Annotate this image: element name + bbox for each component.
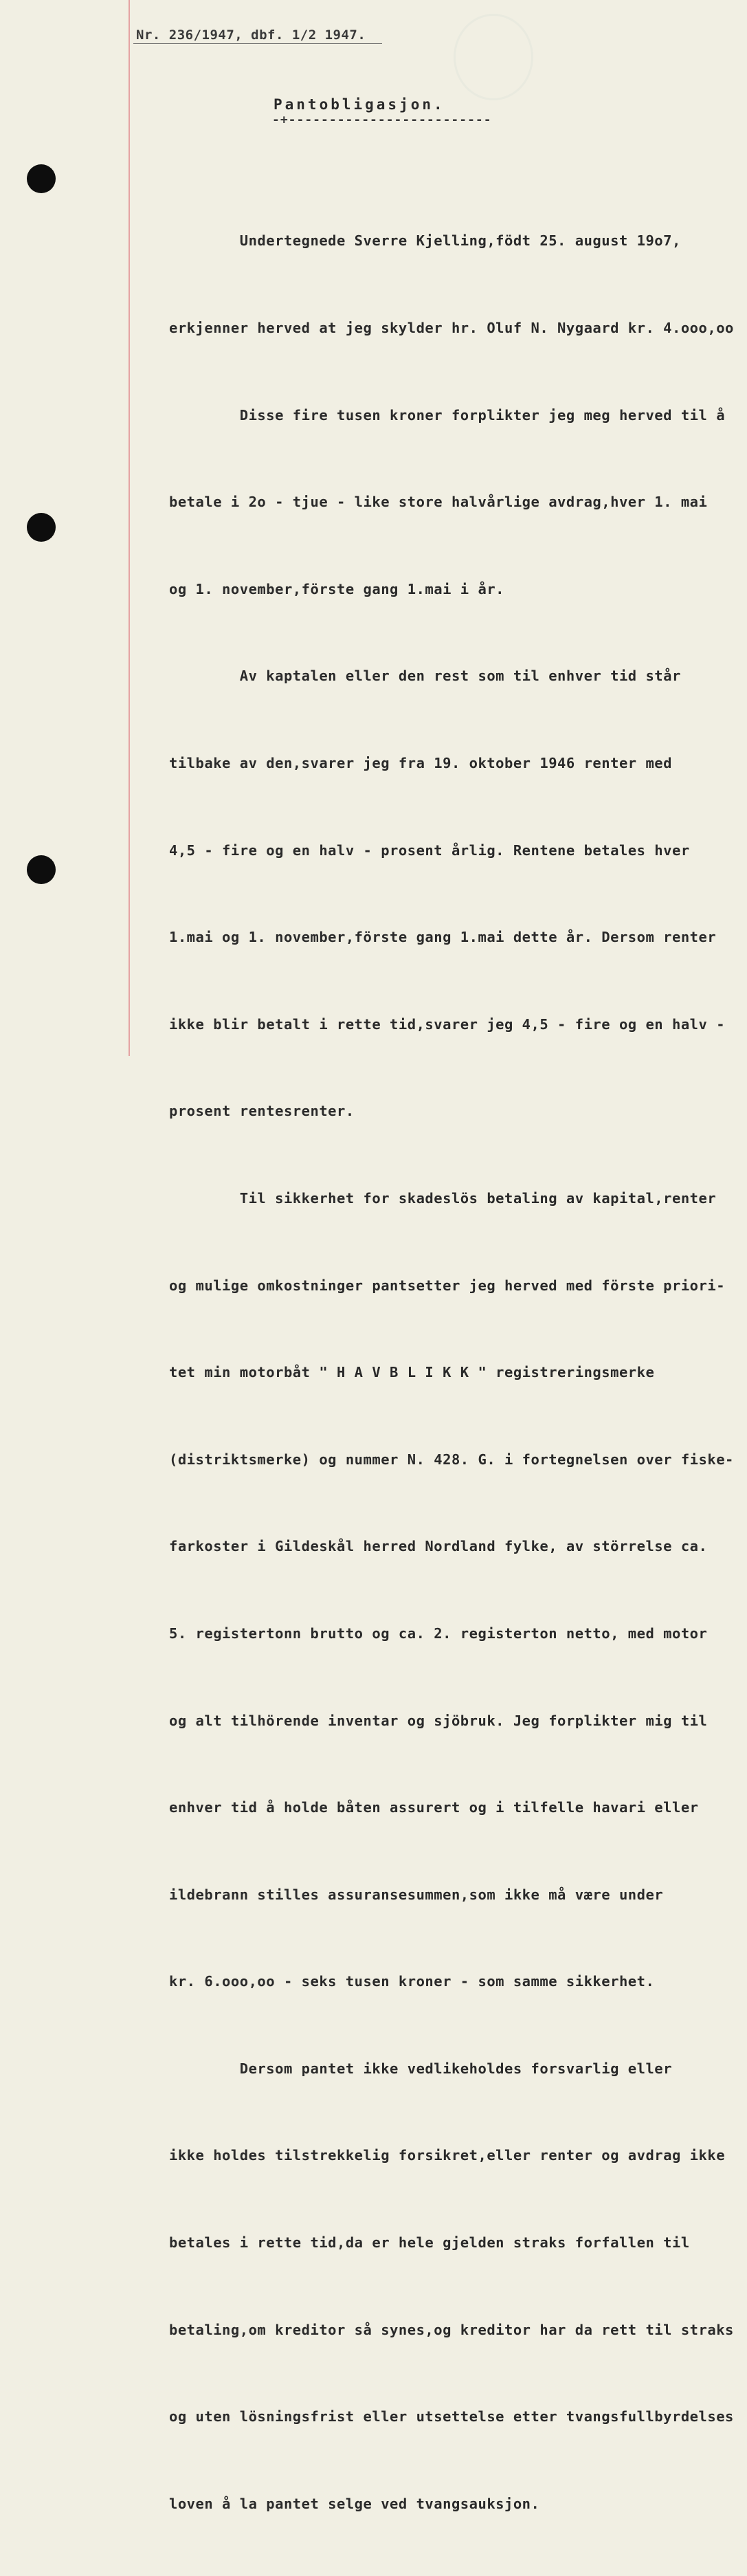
document-body — [169, 168, 746, 2576]
reference-underline — [133, 43, 382, 44]
punch-hole-middle — [27, 513, 56, 542]
body-line: Undertegnede Sverre Kjelling,födt 25. august 19o7, — [169, 232, 681, 250]
body-line: Til sikkerhet for skadeslös betaling av kapital,renter — [169, 1189, 717, 1207]
body-line: 4,5 - fire og en halv - prosent årlig. Rentene betales hver — [169, 841, 690, 859]
faded-stamp — [454, 14, 533, 100]
body-line: og mulige omkostninger pantsetter jeg herved med förste priori- — [169, 1277, 726, 1294]
body-line: tet min motorbåt " H A V B L I K K " registreringsmerke — [169, 1364, 655, 1381]
registration-reference: Nr. 236/1947, dbf. 1/2 1947. — [136, 27, 366, 43]
body-line: og 1. november,förste gang 1.mai i år. — [169, 580, 504, 597]
body-line: betales i rette tid,da er hele gjelden straks forfallen til — [169, 2234, 690, 2252]
body-line: Disse fire tusen kroner forplikter jeg meg herved til å — [169, 406, 726, 423]
body-line: betale i 2o - tjue - like store halvårlige avdrag,hver 1. mai — [169, 494, 708, 511]
punch-hole-top — [27, 164, 56, 193]
body-line: ildebrann stilles assuransesummen,som ikke må være under — [169, 1886, 664, 1903]
body-line: 1.mai og 1. november,förste gang 1.mai dette år. Dersom renter — [169, 929, 717, 946]
body-line: tilbake av den,svarer jeg fra 19. oktober 1946 renter med — [169, 754, 672, 771]
body-line: (distriktsmerke) og nummer N. 428. G. i fortegnelsen over fiske- — [169, 1451, 734, 1468]
body-line: enhver tid å holde båten assurert og i tilfelle havari eller — [169, 1799, 699, 1816]
body-line: kr. 6.ooo,oo - seks tusen kroner - som samme sikkerhet. — [169, 1973, 655, 1990]
title-underline: -+------------------------- — [272, 113, 492, 127]
body-line: loven å la pantet selge ved tvangsauksjon. — [169, 2495, 540, 2512]
body-line: ikke blir betalt i rette tid,svarer jeg 4,5 - fire og en halv - — [169, 1015, 726, 1033]
body-line: Av kaptalen eller den rest som til enhver tid står — [169, 668, 681, 685]
body-line: erkjenner herved at jeg skylder hr. Oluf N. Nygaard kr. 4.ooo,oo — [169, 320, 734, 336]
punch-hole-bottom — [27, 855, 56, 884]
body-line: farkoster i Gildeskål herred Nordland fylke, av störrelse ca. — [169, 1538, 708, 1555]
body-line: Dersom pantet ikke vedlikeholdes forsvarlig eller — [169, 2060, 672, 2077]
body-line: prosent rentesrenter. — [169, 1103, 355, 1120]
body-line: og uten lösningsfrist eller utsettelse etter tvangsfullbyrdelses — [169, 2408, 734, 2425]
body-line: og alt tilhörende inventar og sjöbruk. Jeg forplikter mig til — [169, 1712, 708, 1729]
body-line: betaling,om kreditor så synes,og kreditor har da rett til straks — [169, 2321, 734, 2338]
margin-line — [129, 0, 130, 1056]
body-line: ikke holdes tilstrekkelig forsikret,eller renter og avdrag ikke — [169, 2147, 726, 2164]
document-title: Pantobligasjon. — [274, 96, 445, 113]
body-line: 5. registertonn brutto og ca. 2. registerton netto, med motor — [169, 1625, 708, 1642]
